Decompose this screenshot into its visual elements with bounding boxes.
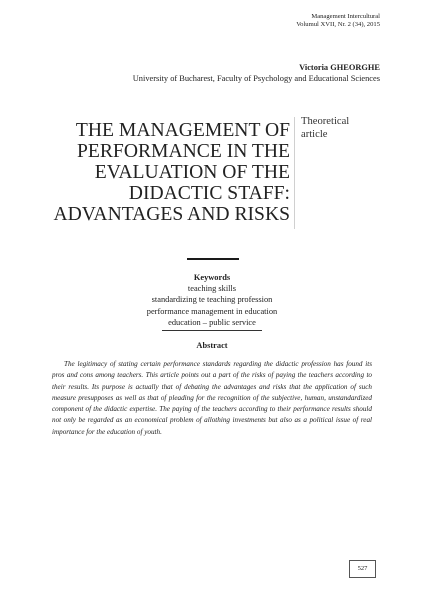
author-affiliation: University of Bucharest, Faculty of Psychology and Educational Sciences xyxy=(132,73,380,83)
journal-name: Management Intercultural xyxy=(311,13,380,20)
keywords-bottom-rule xyxy=(162,330,262,331)
journal-header xyxy=(296,13,380,29)
title-line: THE MANAGEMENT OF xyxy=(75,120,290,141)
article-type xyxy=(301,116,349,141)
keyword-item: education – public service xyxy=(168,317,256,327)
article-type-line: Theoretical xyxy=(301,116,350,127)
keyword-item: performance management in education xyxy=(146,306,278,316)
author-name: Victoria GHEORGHE xyxy=(299,63,380,72)
keywords-section xyxy=(0,272,424,328)
article-type-line: article xyxy=(301,128,328,140)
abstract-heading: Abstract xyxy=(196,341,228,350)
keyword-item: teaching skills xyxy=(187,284,237,294)
page-number: 527 xyxy=(349,560,376,578)
title-divider xyxy=(294,117,295,229)
journal-issue: Volumul XVII, Nr. 2 (34), 2015 xyxy=(296,21,380,28)
author-block xyxy=(133,63,380,84)
keywords-heading: Keywords xyxy=(193,273,231,282)
title-line: ADVANTAGES AND RISKS xyxy=(53,204,290,225)
title-line: DIDACTIC STAFF: xyxy=(128,183,290,204)
title-line: PERFORMANCE IN THE xyxy=(76,141,290,162)
keywords-top-rule xyxy=(187,258,239,260)
title-line: EVALUATION OF THE xyxy=(94,162,290,183)
keyword-item: standardizing te teaching profession xyxy=(151,295,273,305)
abstract-text: The legitimacy of stating certain performance standards regarding the didactic profession has found its pros and cons among teachers. This article points out a part of the risks of paying the teachers according to their results. Its purpose is actually that of debating the advantages and risks that the application of such measure presupposes as well as that of pleading for the recognition of the subjective, human, unstandardized component of the didactic expertise. The paying of the teachers according to their performance results should not only be regarded as an economical problem of allothing investments but also as a political issue of real importance for the education of youth. xyxy=(52,360,372,436)
article-title xyxy=(40,120,290,225)
